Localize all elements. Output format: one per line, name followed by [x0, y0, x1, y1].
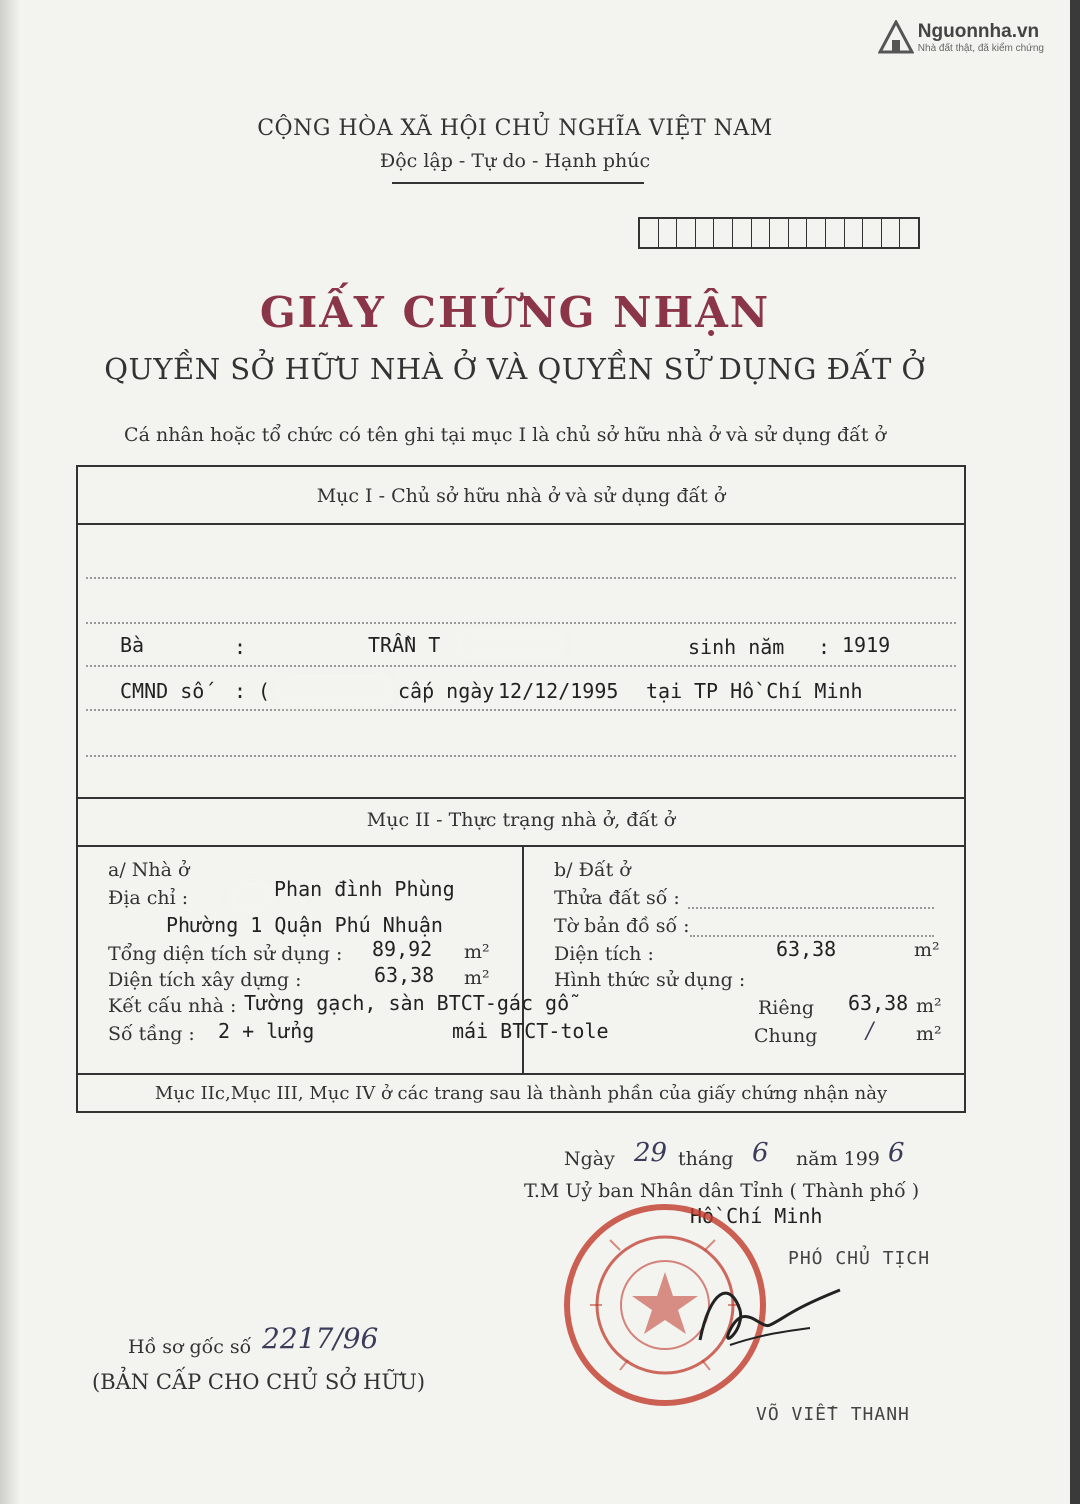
built-area-unit: m²: [464, 967, 490, 989]
id-issued-date: 12/12/1995: [498, 679, 619, 703]
redaction-blur: [228, 881, 274, 913]
signature-icon: [690, 1270, 850, 1370]
birth-year-colon: :: [818, 635, 831, 659]
serial-number-boxes: [638, 217, 920, 249]
redaction-blur: [456, 627, 566, 661]
certificate-table: [76, 465, 966, 1113]
divider: [78, 797, 964, 799]
structure-value: Tường gạch, sàn BTCT-gác gỗ: [244, 991, 570, 1015]
sign-year-label: năm 199: [796, 1148, 880, 1170]
house-heading: a/ Nhà ở: [108, 859, 190, 881]
sign-day-label: Ngày: [564, 1148, 615, 1170]
owner-title: Bà: [120, 633, 145, 657]
shared-value: /: [866, 1019, 874, 1044]
redaction-blur: [274, 673, 394, 707]
copy-note: (BẢN CẤP CHO CHỦ SỞ HỮU): [92, 1370, 426, 1394]
footer-note: Mục IIc,Mục III, Mục IV ở các trang sau là thành phần của giấy chứng nhận này: [154, 1083, 888, 1104]
address-line2: Phường 1 Quận Phú Nhuận: [166, 913, 443, 937]
id-issued-label: cấp ngày: [398, 679, 495, 703]
land-heading: b/ Đất ở: [554, 859, 631, 881]
section2-heading: Mục II - Thực trạng nhà ở, đất ở: [366, 809, 676, 831]
total-area-unit: m²: [464, 941, 490, 963]
id-place-label: tại: [646, 679, 683, 703]
private-value: 63,38: [848, 991, 909, 1015]
id-prefix: (: [258, 679, 271, 703]
authority-city: Hồ Chí Minh: [690, 1204, 823, 1228]
signer-position: PHÓ CHỦ TỊCH: [788, 1248, 931, 1269]
usage-type-label: Hình thức sử dụng :: [554, 969, 746, 991]
document-subtitle: QUYỀN SỞ HỮU NHÀ Ở VÀ QUYỀN SỬ DỤNG ĐẤT Ở: [104, 352, 926, 386]
land-area-value: 63,38: [776, 937, 837, 961]
address-label: Địa chỉ :: [108, 887, 189, 909]
built-area-label: Diện tích xây dựng :: [108, 969, 302, 991]
plot-number-label: Thửa đất số :: [554, 887, 680, 909]
address-line1: Phan đình Phùng: [274, 877, 455, 901]
signer-name: VÕ VIẾT THANH: [756, 1404, 910, 1425]
land-area-unit: m²: [914, 939, 940, 961]
divider: [78, 523, 964, 525]
watermark-name: Nguonnha.vn: [917, 20, 1040, 42]
divider: [78, 845, 964, 847]
built-area-value: 63,38: [374, 963, 435, 987]
house-icon: [878, 20, 914, 54]
sign-year-digit: 6: [888, 1138, 905, 1168]
shared-label: Chung: [754, 1025, 818, 1047]
birth-year: 1919: [842, 633, 891, 657]
file-number-label: Hồ sơ gốc số: [128, 1336, 252, 1358]
birth-year-label: sinh năm: [688, 635, 785, 659]
shared-unit: m²: [916, 1023, 942, 1045]
section1-heading: Mục I - Chủ sở hữu nhà ở và sử dụng đất ở: [316, 485, 726, 507]
id-colon: :: [234, 679, 247, 703]
total-area-value: 89,92: [372, 937, 433, 961]
private-label: Riêng: [758, 997, 815, 1019]
map-sheet-label: Tờ bản đồ số :: [554, 915, 690, 937]
total-area-label: Tổng diện tích sử dụng :: [108, 943, 343, 965]
owner-name: TRẦN T: [368, 633, 441, 657]
nation-title: CỘNG HÒA XÃ HỘI CHỦ NGHĨA VIỆT NAM: [257, 116, 773, 141]
roof-value: mái BTCT-tole: [452, 1019, 609, 1043]
land-area-label: Diện tích :: [554, 943, 654, 965]
authority-line: T.M Uỷ ban Nhân dân Tỉnh ( Thành phố ): [524, 1180, 920, 1202]
sign-day: 29: [634, 1138, 668, 1168]
document-title: GIẤY CHỨNG NHẬN: [259, 288, 771, 337]
id-label: CMND số: [120, 679, 205, 703]
national-motto: Độc lập - Tự do - Hạnh phúc: [379, 150, 651, 172]
divider: [78, 1073, 964, 1075]
owner-colon: :: [234, 635, 247, 659]
id-issued-place: TP Hồ Chí Minh: [694, 679, 863, 703]
floors-label: Số tầng :: [108, 1023, 195, 1045]
sign-month-label: tháng: [678, 1148, 734, 1170]
motto-underline: [392, 182, 644, 184]
watermark-tagline: Nhà đất thật, đã kiểm chứng: [917, 42, 1044, 54]
structure-label: Kết cấu nhà :: [108, 995, 237, 1017]
floors-value: 2 + lửng: [218, 1019, 315, 1043]
sign-month: 6: [752, 1138, 769, 1168]
private-unit: m²: [916, 995, 942, 1017]
intro-text: Cá nhân hoặc tổ chức có tên ghi tại mục I là chủ sở hữu nhà ở và sử dụng đất ở: [124, 424, 886, 446]
file-number: 2217/96: [262, 1322, 379, 1355]
watermark-logo: [878, 20, 1044, 54]
